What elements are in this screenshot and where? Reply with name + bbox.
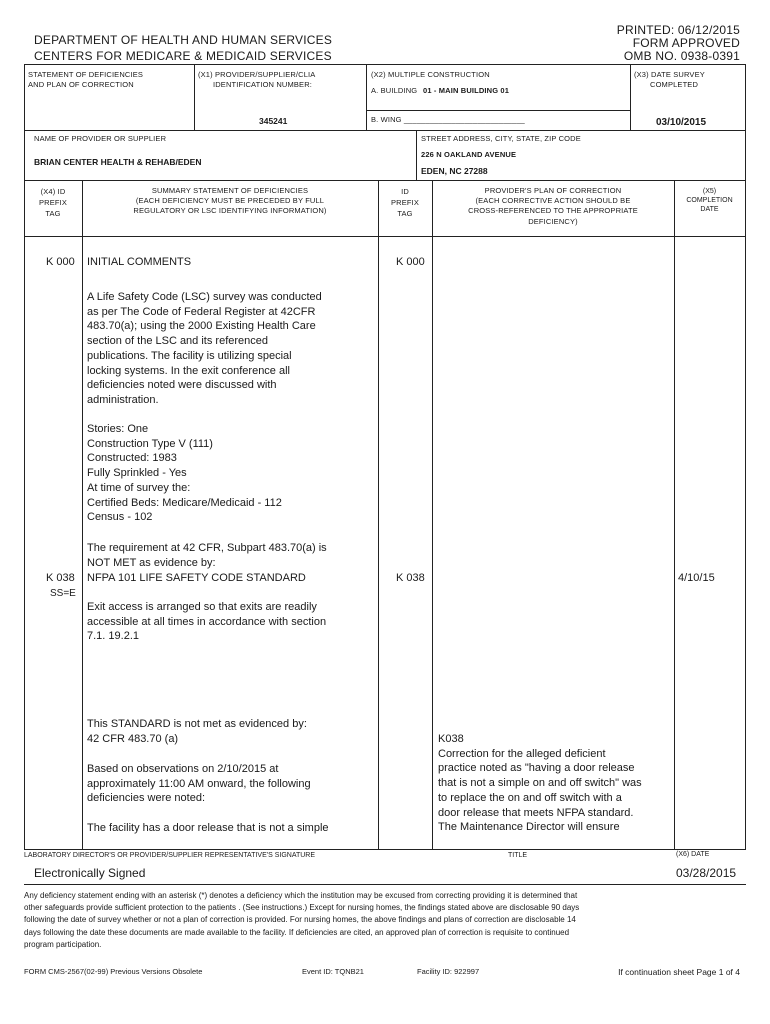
rule xyxy=(378,180,379,849)
provider-name-label: NAME OF PROVIDER OR SUPPLIER xyxy=(34,134,167,143)
survey-date: 03/10/2015 xyxy=(656,117,707,128)
event-id: Event ID: TQNB21 xyxy=(302,967,364,976)
provider-id: 345241 xyxy=(259,116,288,126)
form-number: FORM CMS-2567(02-99) Previous Versions Obsolete xyxy=(24,967,203,976)
x1-label-2: IDENTIFICATION NUMBER: xyxy=(213,80,312,89)
door-release-paragraph: The facility has a door release that is not a simple xyxy=(87,822,329,834)
x4-header-3: TAG xyxy=(45,209,61,218)
x4-header-1: (X4) ID xyxy=(40,187,66,196)
rule xyxy=(194,64,195,130)
provider-name: BRIAN CENTER HEALTH & REHAB/EDEN xyxy=(34,157,202,167)
rule xyxy=(24,849,746,850)
standard-not-met: This STANDARD is not met as evidenced by: 42 CFR 483.70 (a) xyxy=(87,718,307,745)
rule xyxy=(416,130,417,180)
rule xyxy=(745,64,746,849)
rule xyxy=(24,180,746,181)
x2-label: (X2) MULTIPLE CONSTRUCTION xyxy=(371,70,490,79)
observations-paragraph: Based on observations on 2/10/2015 at approximately 11:00 AM onward, the following deficiencies were noted: xyxy=(87,763,311,805)
rule xyxy=(24,236,746,237)
rule xyxy=(630,64,631,130)
x5-header-2: COMPLETION xyxy=(686,197,733,204)
building-value: 01 - MAIN BUILDING 01 xyxy=(423,86,510,95)
id-header-1: ID xyxy=(401,187,409,196)
address-label: STREET ADDRESS, CITY, STATE, ZIP CODE xyxy=(421,134,581,143)
prefix-tag-k038: K 038 xyxy=(46,572,75,584)
plan-header-4: DEFICIENCY) xyxy=(528,217,578,226)
id-header-3: TAG xyxy=(397,209,413,218)
x6-date-label: (X6) DATE xyxy=(676,851,710,858)
summary-header-3: REGULATORY OR LSC IDENTIFYING INFORMATION) xyxy=(133,206,327,215)
id-header-2: PREFIX xyxy=(391,198,419,207)
plan-header-3: CROSS-REFERENCED TO THE APPROPRIATE xyxy=(468,206,638,215)
id-tag-k000: K 000 xyxy=(396,256,425,268)
centers-title: CENTERS FOR MEDICARE & MEDICAID SERVICES xyxy=(34,49,332,63)
address-line1: 226 N OAKLAND AVENUE xyxy=(421,150,517,159)
building-details: Stories: One Construction Type V (111) Constructed: 1983 Fully Sprinkled - Yes At time of survey the: Certified Beds: Medicare/Medicaid - 112 Census - 102 xyxy=(87,423,282,524)
continuation-sheet: If continuation sheet Page 1 of 4 xyxy=(618,967,740,977)
rule xyxy=(24,64,746,65)
survey-paragraph: A Life Safety Code (LSC) survey was conducted as per The Code of Federal Register at 42CFR 483.70(a); using the 2000 Existing Health Care section of the LSC and its referenced publications. The facility is utilizing special locking systems. In the exit conference all deficiencies noted were discussed with administration. xyxy=(87,291,322,406)
building-label: A. BUILDING xyxy=(371,86,418,95)
exit-access-paragraph: Exit access is arranged so that exits are readily accessible at all times in accordance with section 7.1. 19.2.1 xyxy=(87,601,327,643)
rule xyxy=(432,180,433,849)
address-line2: EDEN, NC 27288 xyxy=(421,166,488,176)
x3-label-1: (X3) DATE SURVEY xyxy=(634,70,705,79)
requirement-paragraph: The requirement at 42 CFR, Subpart 483.70(a) is NOT MET as evidence by: xyxy=(87,542,327,569)
rule xyxy=(24,130,746,131)
disclaimer-text: Any deficiency statement ending with an asterisk (*) denotes a deficiency which the institution may be excused from correcting providing it is determined that other safeguards provide sufficient protection to the patients . (See instructions.) Except for nursing homes, the findings stated above are disclosable 90 days following the date of survey whether or not a plan of correction is provided. For nursing homes, the above findings and plans of correction are disclosable 14 days following the date these documents are made available to the facility. If deficiencies are cited, an approved plan of correction is requisite to continued program participation. xyxy=(24,891,580,949)
plan-of-correction-text: K038 Correction for the alleged deficient practice noted as "having a door release that is not a simple on and off switch" was to replace the on and off switch with a door release that meets NFPA standard. The Maintenance Director will ensure xyxy=(438,733,642,834)
printed-date: PRINTED: 06/12/2015 xyxy=(616,23,740,37)
title-label: TITLE xyxy=(508,852,528,859)
plan-header-1: PROVIDER'S PLAN OF CORRECTION xyxy=(484,186,622,195)
x4-header-2: PREFIX xyxy=(39,198,67,207)
rule xyxy=(367,110,630,111)
scope-severity: SS=E xyxy=(50,588,76,599)
x5-header-1: (X5) xyxy=(702,188,717,195)
rule xyxy=(366,64,367,130)
facility-id: Facility ID: 922997 xyxy=(417,967,480,976)
nfpa-standard-heading: NFPA 101 LIFE SAFETY CODE STANDARD xyxy=(87,572,306,584)
rule xyxy=(24,64,25,849)
form-approved: FORM APPROVED xyxy=(632,36,740,50)
summary-header-1: SUMMARY STATEMENT OF DEFICIENCIES xyxy=(151,186,309,195)
statement-label-2: AND PLAN OF CORRECTION xyxy=(28,80,134,89)
prefix-tag-k000: K 000 xyxy=(46,256,75,268)
id-tag-k038: K 038 xyxy=(396,572,425,584)
summary-header-2: (EACH DEFICIENCY MUST BE PRECEDED BY FULL xyxy=(135,196,325,205)
signature-date: 03/28/2015 xyxy=(676,866,737,880)
signature-value: Electronically Signed xyxy=(34,866,146,880)
signature-label: LABORATORY DIRECTOR'S OR PROVIDER/SUPPLIER REPRESENTATIVE'S SIGNATURE xyxy=(24,852,316,859)
department-title: DEPARTMENT OF HEALTH AND HUMAN SERVICES xyxy=(34,33,333,47)
omb-number: OMB NO. 0938-0391 xyxy=(623,49,740,63)
x5-header-3: DATE xyxy=(700,206,719,213)
rule xyxy=(24,884,746,885)
initial-comments-heading: INITIAL COMMENTS xyxy=(87,256,192,268)
x3-label-2: COMPLETED xyxy=(650,80,699,89)
plan-header-2: (EACH CORRECTIVE ACTION SHOULD BE xyxy=(475,196,631,205)
completion-date: 4/10/15 xyxy=(678,572,715,584)
rule xyxy=(674,180,675,849)
x1-label-1: (X1) PROVIDER/SUPPLIER/CLIA xyxy=(198,70,316,79)
statement-label-1: STATEMENT OF DEFICIENCIES xyxy=(28,70,144,79)
rule xyxy=(82,180,83,849)
wing-field: B. WING ____________________________ xyxy=(371,115,525,124)
